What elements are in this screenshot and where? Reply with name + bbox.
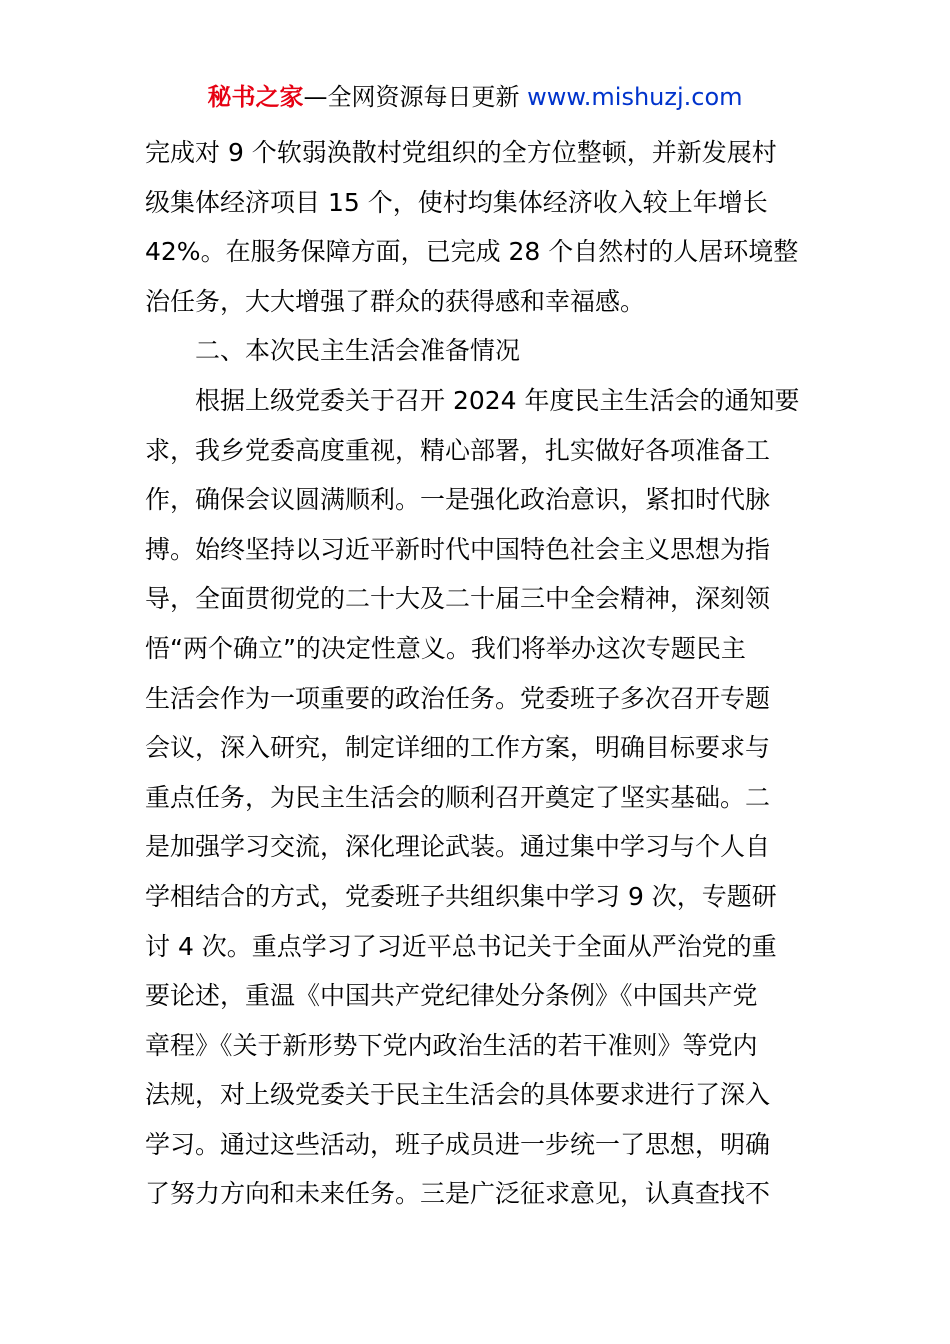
text-line: 章程》《关于新形势下党内政治生活的若干准则》等党内 <box>145 1030 758 1060</box>
text-line: 要论述，重温《中国共产党纪律处分条例》《中国共产党 <box>145 981 758 1011</box>
text-line: 学习。通过这些活动，班子成员进一步统一了思想，明确 <box>145 1129 771 1159</box>
text-line: 根据上级党委关于召开 2024 年度民主生活会的通知要 <box>195 385 800 415</box>
brand-name: 秘书之家 <box>207 83 304 111</box>
text-line: 学相结合的方式，党委班子共组织集中学习 9 次，专题研 <box>145 881 777 911</box>
text-line: 完成对 9 个软弱涣散村党组织的全方位整顿，并新发展村 <box>145 138 777 167</box>
text-line: 是加强学习交流，深化理论武装。通过集中学习与个人自 <box>145 832 771 862</box>
text-line: 生活会作为一项重要的政治任务。党委班子多次召开专题 <box>145 683 771 713</box>
text-line: 治任务，大大增强了群众的获得感和幸福感。 <box>145 286 646 316</box>
text-line: 搏。始终坚持以习近平新时代中国特色社会主义思想为指 <box>145 534 771 564</box>
text-line: 重点任务，为民主生活会的顺利召开奠定了坚实基础。二 <box>145 782 771 812</box>
text-line: 级集体经济项目 15 个，使村均集体经济收入较上年增长 <box>145 187 768 217</box>
document-body <box>145 128 810 1219</box>
text-line: 二、本次民主生活会准备情况 <box>195 336 521 366</box>
page-header <box>0 80 950 114</box>
text-line: 了努力方向和未来任务。三是广泛征求意见，认真查找不 <box>145 1179 771 1209</box>
text-line: 求，我乡党委高度重视，精心部署，扎实做好各项准备工 <box>145 435 771 465</box>
text-line: 导，全面贯彻党的二十大及二十届三中全会精神，深刻领 <box>145 584 771 614</box>
text-line: 会议，深入研究，制定详细的工作方案，明确目标要求与 <box>145 733 771 763</box>
header-url-link[interactable]: www.mishuzj.com <box>527 83 743 111</box>
text-line: 讨 4 次。重点学习了习近平总书记关于全面从严治党的重 <box>145 931 777 961</box>
text-line: 法规，对上级党委关于民主生活会的具体要求进行了深入 <box>145 1080 771 1110</box>
text-line: 作，确保会议圆满顺利。一是强化政治意识，紧扣时代脉 <box>145 485 771 515</box>
text-line: 悟“两个确立”的决定性意义。我们将举办这次专题民主 <box>145 633 746 663</box>
header-tagline: —全网资源每日更新 <box>303 83 528 111</box>
text-line: 42%。在服务保障方面，已完成 28 个自然村的人居环境整 <box>145 237 799 267</box>
